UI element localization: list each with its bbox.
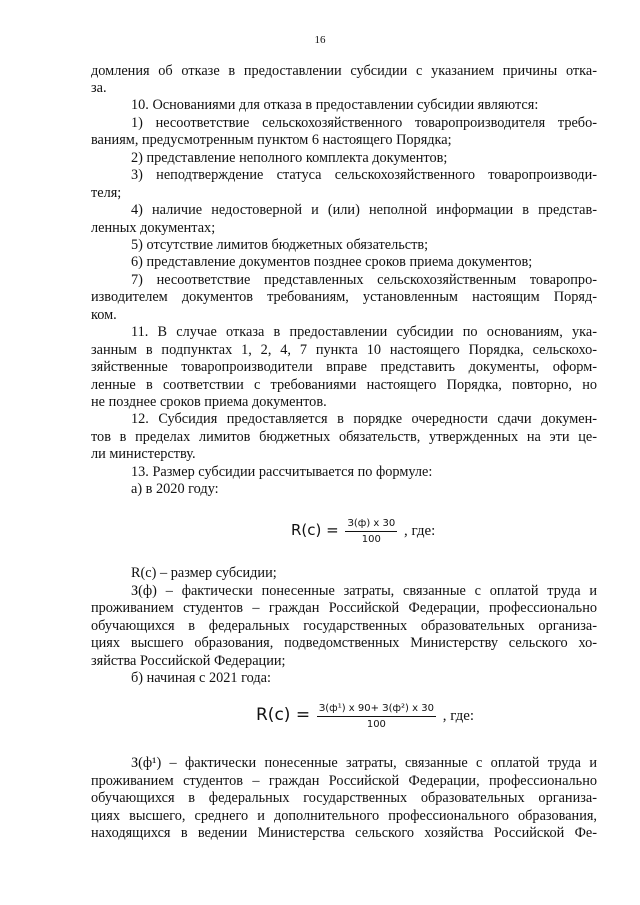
text-line: не позднее сроков приема документов.: [91, 394, 327, 410]
text-line: 7) несоответствие представленных сельскохозяйственным товаропро-: [131, 272, 597, 288]
text-line: 4) наличие недостоверной и (или) неполной информации в представ-: [131, 202, 597, 218]
formula-2021: [256, 703, 474, 730]
text-line: З(ф) – фактически понесенные затраты, связанные с оплатой труда и: [131, 583, 597, 599]
text-line: изводителем документов требованиям, установленным настоящим Поряд-: [91, 289, 597, 305]
formula-lhs: R(c) =: [291, 520, 339, 539]
text-line: 3) неподтверждение статуса сельскохозяйственного товаропроизводи-: [131, 167, 597, 183]
formula-denominator: 100: [366, 719, 386, 730]
formula-suffix: , где:: [442, 707, 475, 724]
text-line: 13. Размер субсидии рассчитывается по формуле:: [131, 464, 433, 480]
text-line: тов в пределах лимитов бюджетных обязательств, утвержденных на эти це-: [91, 429, 597, 445]
formula-fraction: [317, 703, 436, 730]
formula-fraction: [345, 518, 397, 545]
text-line: 5) отсутствие лимитов бюджетных обязательств;: [131, 237, 429, 253]
text-line: зяйственные товаропроизводители вправе представить документы, оформ-: [91, 359, 597, 375]
text-line: ваниям, предусмотренным пунктом 6 настоящего Порядка;: [91, 132, 452, 148]
text-line: 1) несоответствие сельскохозяйственного товаропроизводителя требо-: [131, 115, 597, 131]
text-line: теля;: [91, 185, 122, 201]
text-line: зяйства Российской Федерации;: [91, 653, 286, 669]
text-line: З(ф¹) – фактически понесенные затраты, связанные с оплатой труда и: [131, 755, 597, 771]
text-line: 10. Основаниями для отказа в предоставлении субсидии являются:: [131, 97, 539, 113]
formula-suffix: , где:: [403, 522, 436, 539]
text-line: 12. Субсидия предоставляется в порядке очередности сдачи докумен-: [131, 411, 597, 427]
text-line: а) в 2020 году:: [131, 481, 219, 497]
page-number: 16: [314, 34, 326, 46]
formula-numerator: З(ф) х 30: [345, 518, 397, 532]
text-line: находящихся в ведении Министерства сельского хозяйства Российской Фе-: [91, 825, 597, 841]
text-line: обучающихся в федеральных государственных образовательных организа-: [91, 790, 597, 806]
text-line: ленных документах;: [91, 220, 216, 236]
text-line: циях высшего образования, подведомственных Министерству сельского хо-: [91, 635, 597, 651]
text-line: 2) представление неполного комплекта документов;: [131, 150, 448, 166]
text-line: обучающихся в федеральных государственных образовательных организа-: [91, 618, 597, 634]
formula-2020: [291, 518, 435, 545]
text-line: проживанием студентов – граждан Российской Федерации, профессионально: [91, 773, 597, 789]
formula-numerator: З(ф¹) х 90+ З(ф²) х 30: [317, 703, 436, 717]
formula-lhs: R(c) =: [256, 704, 311, 725]
text-line: циях высшего, среднего и дополнительного профессионального образования,: [91, 808, 597, 824]
text-line: домления об отказе в предоставлении субсидии с указанием причины отка-: [91, 63, 597, 79]
text-line: б) начиная с 2021 года:: [131, 670, 271, 686]
text-line: ленные в соответствии с требованиями настоящего Порядка, повторно, но: [91, 377, 597, 393]
text-line: ли министерству.: [91, 446, 196, 462]
text-line: ком.: [91, 307, 117, 323]
formula-denominator: 100: [361, 534, 381, 545]
text-line: занным в подпунктах 1, 2, 4, 7 пункта 10 настоящего Порядка, сельскохо-: [91, 342, 597, 358]
text-line: 11. В случае отказа в предоставлении субсидии по основаниям, ука-: [131, 324, 597, 340]
text-line: 6) представление документов позднее сроков приема документов;: [131, 254, 533, 270]
text-line: за.: [91, 80, 107, 96]
text-line: проживанием студентов – граждан Российской Федерации, профессионально: [91, 600, 597, 616]
text-line: R(с) – размер субсидии;: [131, 565, 277, 581]
